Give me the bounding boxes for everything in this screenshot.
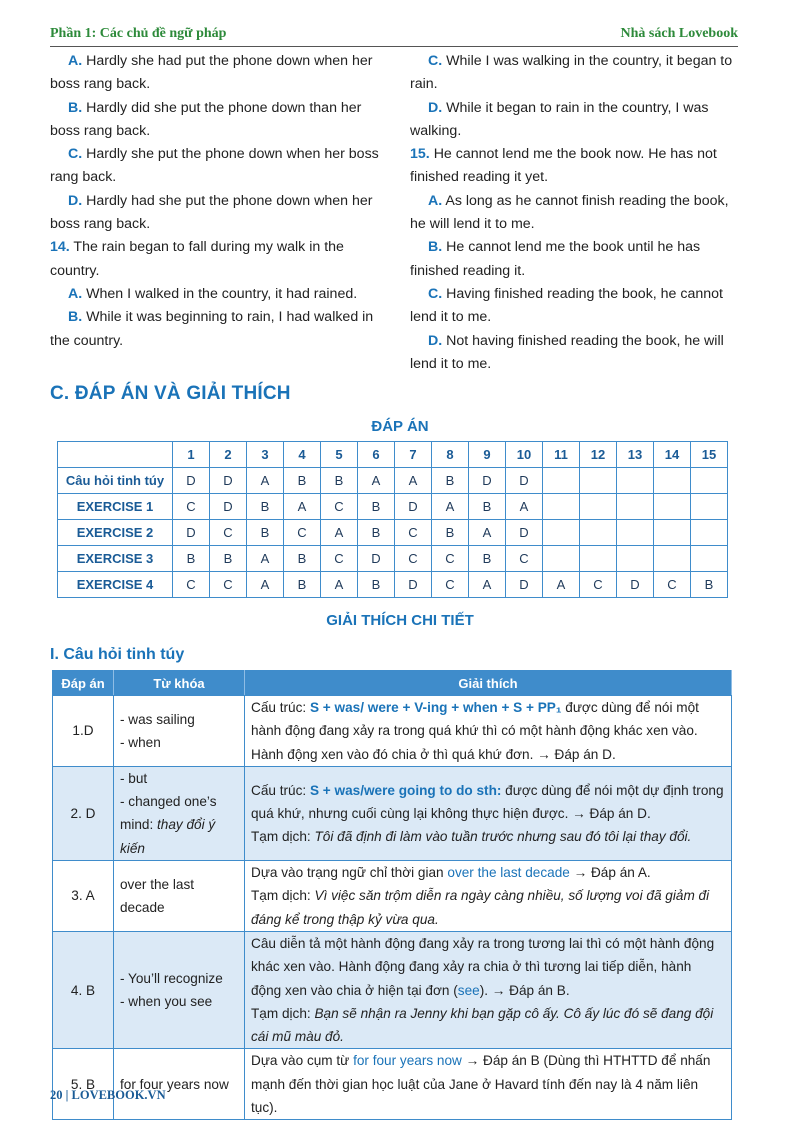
answer-cell [543,494,580,520]
option-13b: B. Hardly did she put the phone down than her boss rang back. [50,99,362,139]
question-number: 3 [247,442,284,468]
question-number: 12 [580,442,617,468]
answer-key-title: ĐÁP ÁN [371,418,429,435]
row-label: Câu hỏi tinh túy [58,468,173,494]
answer-cell [654,494,691,520]
answer-row [58,520,728,546]
answer-cell: D [395,572,432,598]
answer-cell: C [321,546,358,572]
answer-cell: A [543,572,580,598]
answer-cell [543,520,580,546]
section-1-heading: I. Câu hỏi tinh túy [50,646,185,663]
answer-cell [654,468,691,494]
answer-cell: A [247,572,284,598]
answer-cell: D [210,494,247,520]
answer-cell: A [395,468,432,494]
answer-cell: A [247,546,284,572]
chapter-title: Phần 1: Các chủ đề ngữ pháp [50,26,227,41]
answer-cell: C [173,572,210,598]
answer-cell: D [173,468,210,494]
answer-id: 4. B [53,931,114,1048]
answer-cell [543,468,580,494]
answer-cell: C [395,520,432,546]
question-number: 2 [210,442,247,468]
question-number: 13 [617,442,654,468]
row-label: EXERCISE 3 [58,546,173,572]
answer-cell: C [432,546,469,572]
answer-cell: B [247,520,284,546]
answer-cell: C [284,520,321,546]
keywords: - was sailing - when [114,696,245,767]
answer-cell: A [358,468,395,494]
explanation: Cấu trúc: S + was/were going to do sth: được dùng để nói một dự định trong quá khứ, nhưng cuối cùng lại không thực hiện được. → Đáp án D. Tạm dịch: Tôi đã định đi làm vào tuần trước nhưng sau đó tôi lại thay đổi. [245,766,732,860]
answer-cell: B [432,468,469,494]
keywords: - You’ll recognize - when you see [114,931,245,1048]
answer-cell: A [247,468,284,494]
keywords: for four years now [114,1049,245,1120]
explanation-row [53,931,732,1048]
col-explain-header: Giải thích [245,671,732,696]
answer-cell: C [580,572,617,598]
answer-cell: B [284,468,321,494]
answer-cell: D [617,572,654,598]
answer-cell: B [210,546,247,572]
answer-cell: C [210,572,247,598]
option-14b: B. While it was beginning to rain, I had walked in the country. [50,309,374,349]
answer-cell [580,546,617,572]
answer-cell [617,494,654,520]
explanation: Câu diễn tả một hành động đang xảy ra trong tương lai thì có một hành động khác xen vào. Hành động đang xảy ra chia ở thì tương lai tiếp diễn, hành động xen vào chia ở hiện tại đơn (see). → Đáp án B. Tạm dịch: Bạn sẽ nhận ra Jenny khi bạn gặp cô ấy. Cô ấy lúc đó sẽ đang đội cái mũ màu đỏ. [245,931,732,1048]
answer-cell: A [469,520,506,546]
answer-cell: B [321,468,358,494]
option-14a: A. When I walked in the country, it had rained. [68,285,358,302]
answer-cell: A [321,520,358,546]
answer-row [58,468,728,494]
row-label: EXERCISE 1 [58,494,173,520]
question-number: 11 [543,442,580,468]
explanation-table [52,670,732,1120]
page-header [50,22,738,47]
question-number: 4 [284,442,321,468]
detail-title: GIẢI THÍCH CHI TIẾT [326,612,474,629]
option-13d: D. Hardly had she put the phone down when her boss rang back. [50,192,373,233]
question-number: 15 [691,442,728,468]
answer-cell [654,546,691,572]
answer-cell [617,520,654,546]
explanation-row [53,696,732,767]
answer-cell [580,520,617,546]
answer-cell: D [506,572,543,598]
answer-id: 2. D [53,766,114,860]
col-keyword-header: Từ khóa [114,671,245,696]
option-14c: C. While I was walking in the country, it began to rain. [410,53,733,93]
explanation-row [53,861,732,932]
answer-cell: A [506,494,543,520]
question-number: 10 [506,442,543,468]
question-14: 14. The rain began to fall during my walk in the country. [50,239,344,279]
answer-row [58,572,728,598]
answer-cell: D [469,468,506,494]
answer-cell: D [358,546,395,572]
corner-cell [58,442,173,468]
answer-cell: A [469,572,506,598]
question-number: 7 [395,442,432,468]
answer-cell: B [469,494,506,520]
answer-cell: C [432,572,469,598]
answer-header-row [58,442,728,468]
answer-cell: B [358,572,395,598]
answer-cell [617,546,654,572]
question-number: 9 [469,442,506,468]
answer-cell: D [210,468,247,494]
option-15c: C. Having finished reading the book, he cannot lend it to me. [410,285,723,326]
answer-cell [580,468,617,494]
answer-cell: A [284,494,321,520]
option-15b: B. He cannot lend me the book until he has finished reading it. [410,239,701,279]
answer-cell: D [173,520,210,546]
page-footer: 20 | LOVEBOOK.VN [50,1088,166,1102]
option-15d: D. Not having finished reading the book, he will lend it to me. [410,332,724,372]
answer-cell [654,520,691,546]
question-number: 6 [358,442,395,468]
answer-cell: B [173,546,210,572]
answer-cell: B [358,494,395,520]
answer-cell [543,546,580,572]
answer-cell: A [321,572,358,598]
answer-cell [691,494,728,520]
answer-cell: B [284,572,321,598]
explanation: Dựa vào cụm từ for four years now → Đáp án B (Dùng thì HTHTTD để nhấn mạnh đến thời gian học luật của Jane ở Havard tính đến nay là 4 năm liên tục). [245,1049,732,1120]
question-number: 5 [321,442,358,468]
option-15a: A. As long as he cannot finish reading the book, he will lend it to me. [410,192,729,233]
question-15: 15. He cannot lend me the book now. He has not finished reading it yet. [410,146,717,186]
publisher-name: Nhà sách Lovebook [620,26,738,41]
keywords: over the last decade [114,861,245,932]
answer-cell: C [173,494,210,520]
answer-cell: D [506,468,543,494]
answer-cell: B [284,546,321,572]
answer-cell: A [432,494,469,520]
col-answer-header: Đáp án [53,671,114,696]
answer-cell: B [358,520,395,546]
answer-cell [580,494,617,520]
answer-cell: D [395,494,432,520]
answer-cell [691,520,728,546]
section-c-heading: C. ĐÁP ÁN VÀ GIẢI THÍCH [50,383,291,404]
answer-id: 1.D [53,696,114,767]
answer-cell: B [691,572,728,598]
answer-cell: C [321,494,358,520]
explanation-header-row [53,671,732,696]
option-13a: A. Hardly she had put the phone down when her boss rang back. [50,53,373,93]
answer-cell: B [247,494,284,520]
explanation: Cấu trúc: S + was/ were + V-ing + when + S + PP₁ được dùng để nói một hành động đang xảy ra trong quá khứ thì có một hành động khác xen vào. Hành động xen vào đó chia ở thì quá khứ đơn. → Đáp án D. [245,696,732,767]
row-label: EXERCISE 2 [58,520,173,546]
explanation: Dựa vào trạng ngữ chỉ thời gian over the last decade → Đáp án A. Tạm dịch: Vì việc săn trộm diễn ra ngày càng nhiều, số lượng voi đã giảm đi đáng kể trong thập kỷ vừa qua. [245,861,732,932]
option-13c: C. Hardly she put the phone down when her boss rang back. [50,146,379,186]
answer-cell: C [654,572,691,598]
answer-cell [691,468,728,494]
left-column [50,50,380,353]
answer-key-table [57,441,728,598]
answer-cell [691,546,728,572]
answer-cell: B [469,546,506,572]
answer-cell [617,468,654,494]
question-number: 8 [432,442,469,468]
question-number: 14 [654,442,691,468]
option-14d: D. While it began to rain in the country, I was walking. [410,99,709,139]
question-number: 1 [173,442,210,468]
answer-row [58,546,728,572]
row-label: EXERCISE 4 [58,572,173,598]
explanation-row [53,1049,732,1120]
keywords: - but - changed one’s mind: thay đổi ý kiến [114,766,245,860]
answer-cell: C [506,546,543,572]
answer-cell: C [395,546,432,572]
answer-cell: C [210,520,247,546]
explanation-row [53,766,732,860]
answer-row [58,494,728,520]
answer-id: 3. A [53,861,114,932]
answer-cell: D [506,520,543,546]
right-column [410,50,740,376]
answer-id: 5. B [53,1049,114,1120]
answer-cell: B [432,520,469,546]
